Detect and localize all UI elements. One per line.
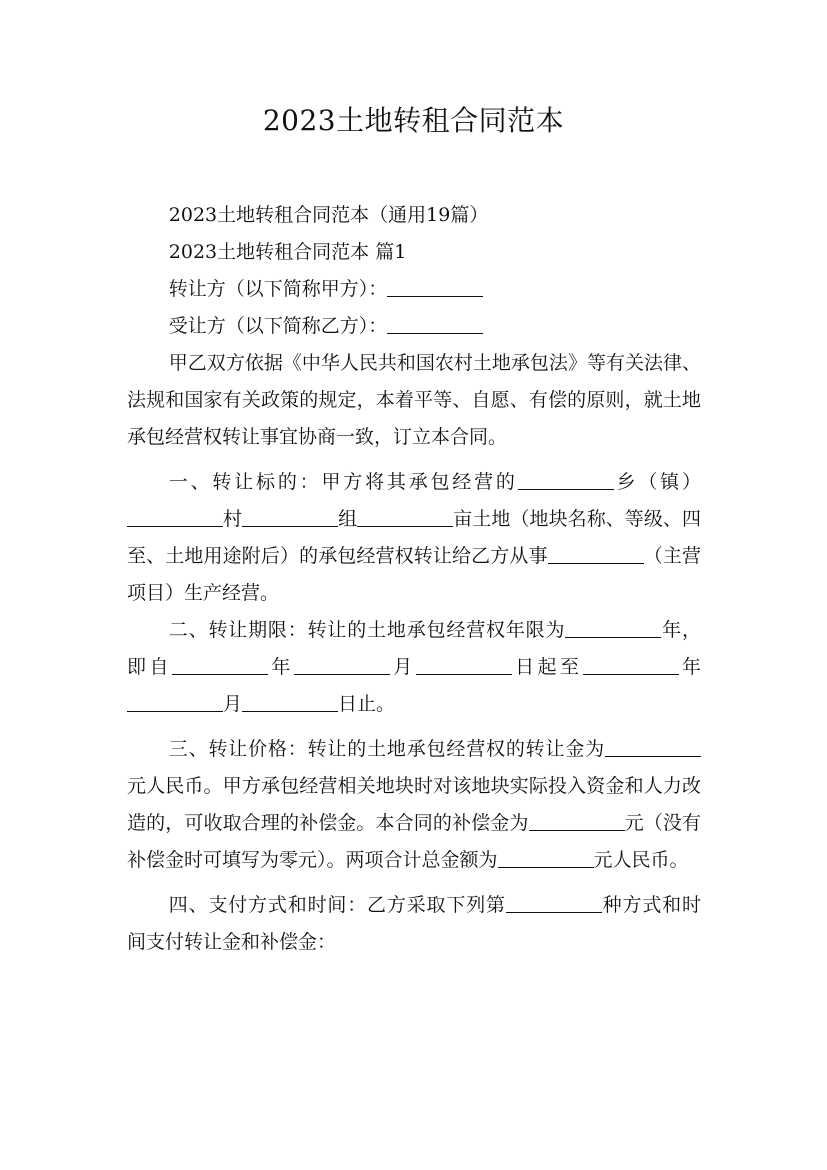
transferor-label: 转让方（以下简称甲方）：	[168, 278, 388, 300]
blank-start-day	[416, 654, 512, 675]
document-title: 2023土地转租合同范本	[262, 104, 565, 137]
blank-group	[242, 506, 338, 527]
clause-2-text-f: 年	[678, 656, 701, 678]
clause-2-text-g: 月	[223, 693, 243, 715]
clause-3-text-d: 元人民币。	[593, 849, 689, 871]
heading-article: 2023土地转租合同范本 篇1	[168, 241, 407, 263]
transferee-blank	[387, 313, 483, 334]
blank-end-day	[242, 691, 338, 712]
preamble-paragraph: 甲乙双方依据《中华人民共和国农村土地承包法》等有关法律、法规和国家有关政策的规定，本着平等、自愿、有偿的原则，就土地承包经营权转让事宜协商一致，订立本合同。	[127, 352, 701, 448]
document-body	[127, 197, 701, 961]
clause-2-text-b: 年，即自	[127, 619, 701, 678]
clause-1-text-e: 亩土地（地块名称、等级、四至、土地用途附后）的承包经营权转让给乙方从事	[127, 508, 701, 567]
blank-end-year	[583, 654, 679, 675]
clause-1-text-c: 村	[223, 508, 243, 530]
clause-2-text-d: 月	[389, 656, 416, 678]
clause-4-text-a: 四、支付方式和时间：乙方采取下列第	[168, 894, 506, 916]
blank-compensation	[529, 810, 625, 831]
blank-total-amount	[498, 847, 594, 868]
clause-1-text-f: （主营项目）生产经营。	[127, 545, 701, 604]
clause-2-paragraph	[127, 612, 701, 723]
blank-term-years	[565, 617, 661, 638]
blank-payment-option	[506, 892, 602, 913]
blank-village	[127, 506, 223, 527]
clause-4-paragraph	[127, 887, 701, 961]
clause-1-text-a: 一、转让标的：甲方将其承包经营的	[168, 471, 518, 493]
clause-4-text-b: 种方式和时间支付转让金和补偿金：	[127, 894, 701, 953]
clause-2-text-e: 日起至	[511, 656, 583, 678]
clause-2-text-c: 年	[267, 656, 294, 678]
transferee-line	[127, 308, 701, 345]
transferor-blank	[387, 276, 483, 297]
transferee-label: 受让方（以下简称乙方）：	[168, 315, 388, 337]
clause-2-text-a: 二、转让期限：转让的土地承包经营权年限为	[168, 619, 566, 641]
blank-start-month	[294, 654, 390, 675]
clause-3-text-a: 三、转让价格：转让的土地承包经营权的转让金为	[168, 738, 605, 760]
clause-3-text-b: 元人民币。甲方承包经营相关地块时对该地块实际投入资金和人力改造的，可收取合理的补偿金。本合同的补偿金为	[127, 775, 701, 834]
clause-1-text-d: 组	[338, 508, 358, 530]
blank-township	[518, 469, 614, 490]
clause-1-paragraph	[127, 464, 701, 612]
blank-transfer-fee	[605, 736, 701, 757]
heading-full: 2023土地转租合同范本（通用19篇）	[168, 204, 489, 226]
clause-3-paragraph	[127, 731, 701, 879]
blank-end-month	[127, 691, 223, 712]
transferor-line	[127, 271, 701, 308]
clause-1-text-b: 乡（镇）	[613, 471, 701, 493]
blank-area	[357, 506, 453, 527]
blank-main-project	[548, 543, 644, 564]
clause-2-text-h: 日止。	[338, 693, 396, 715]
clause-3-text-c: 元（没有补偿金时可填写为零元）。两项合计总金额为	[127, 812, 701, 871]
blank-start-year	[172, 654, 268, 675]
